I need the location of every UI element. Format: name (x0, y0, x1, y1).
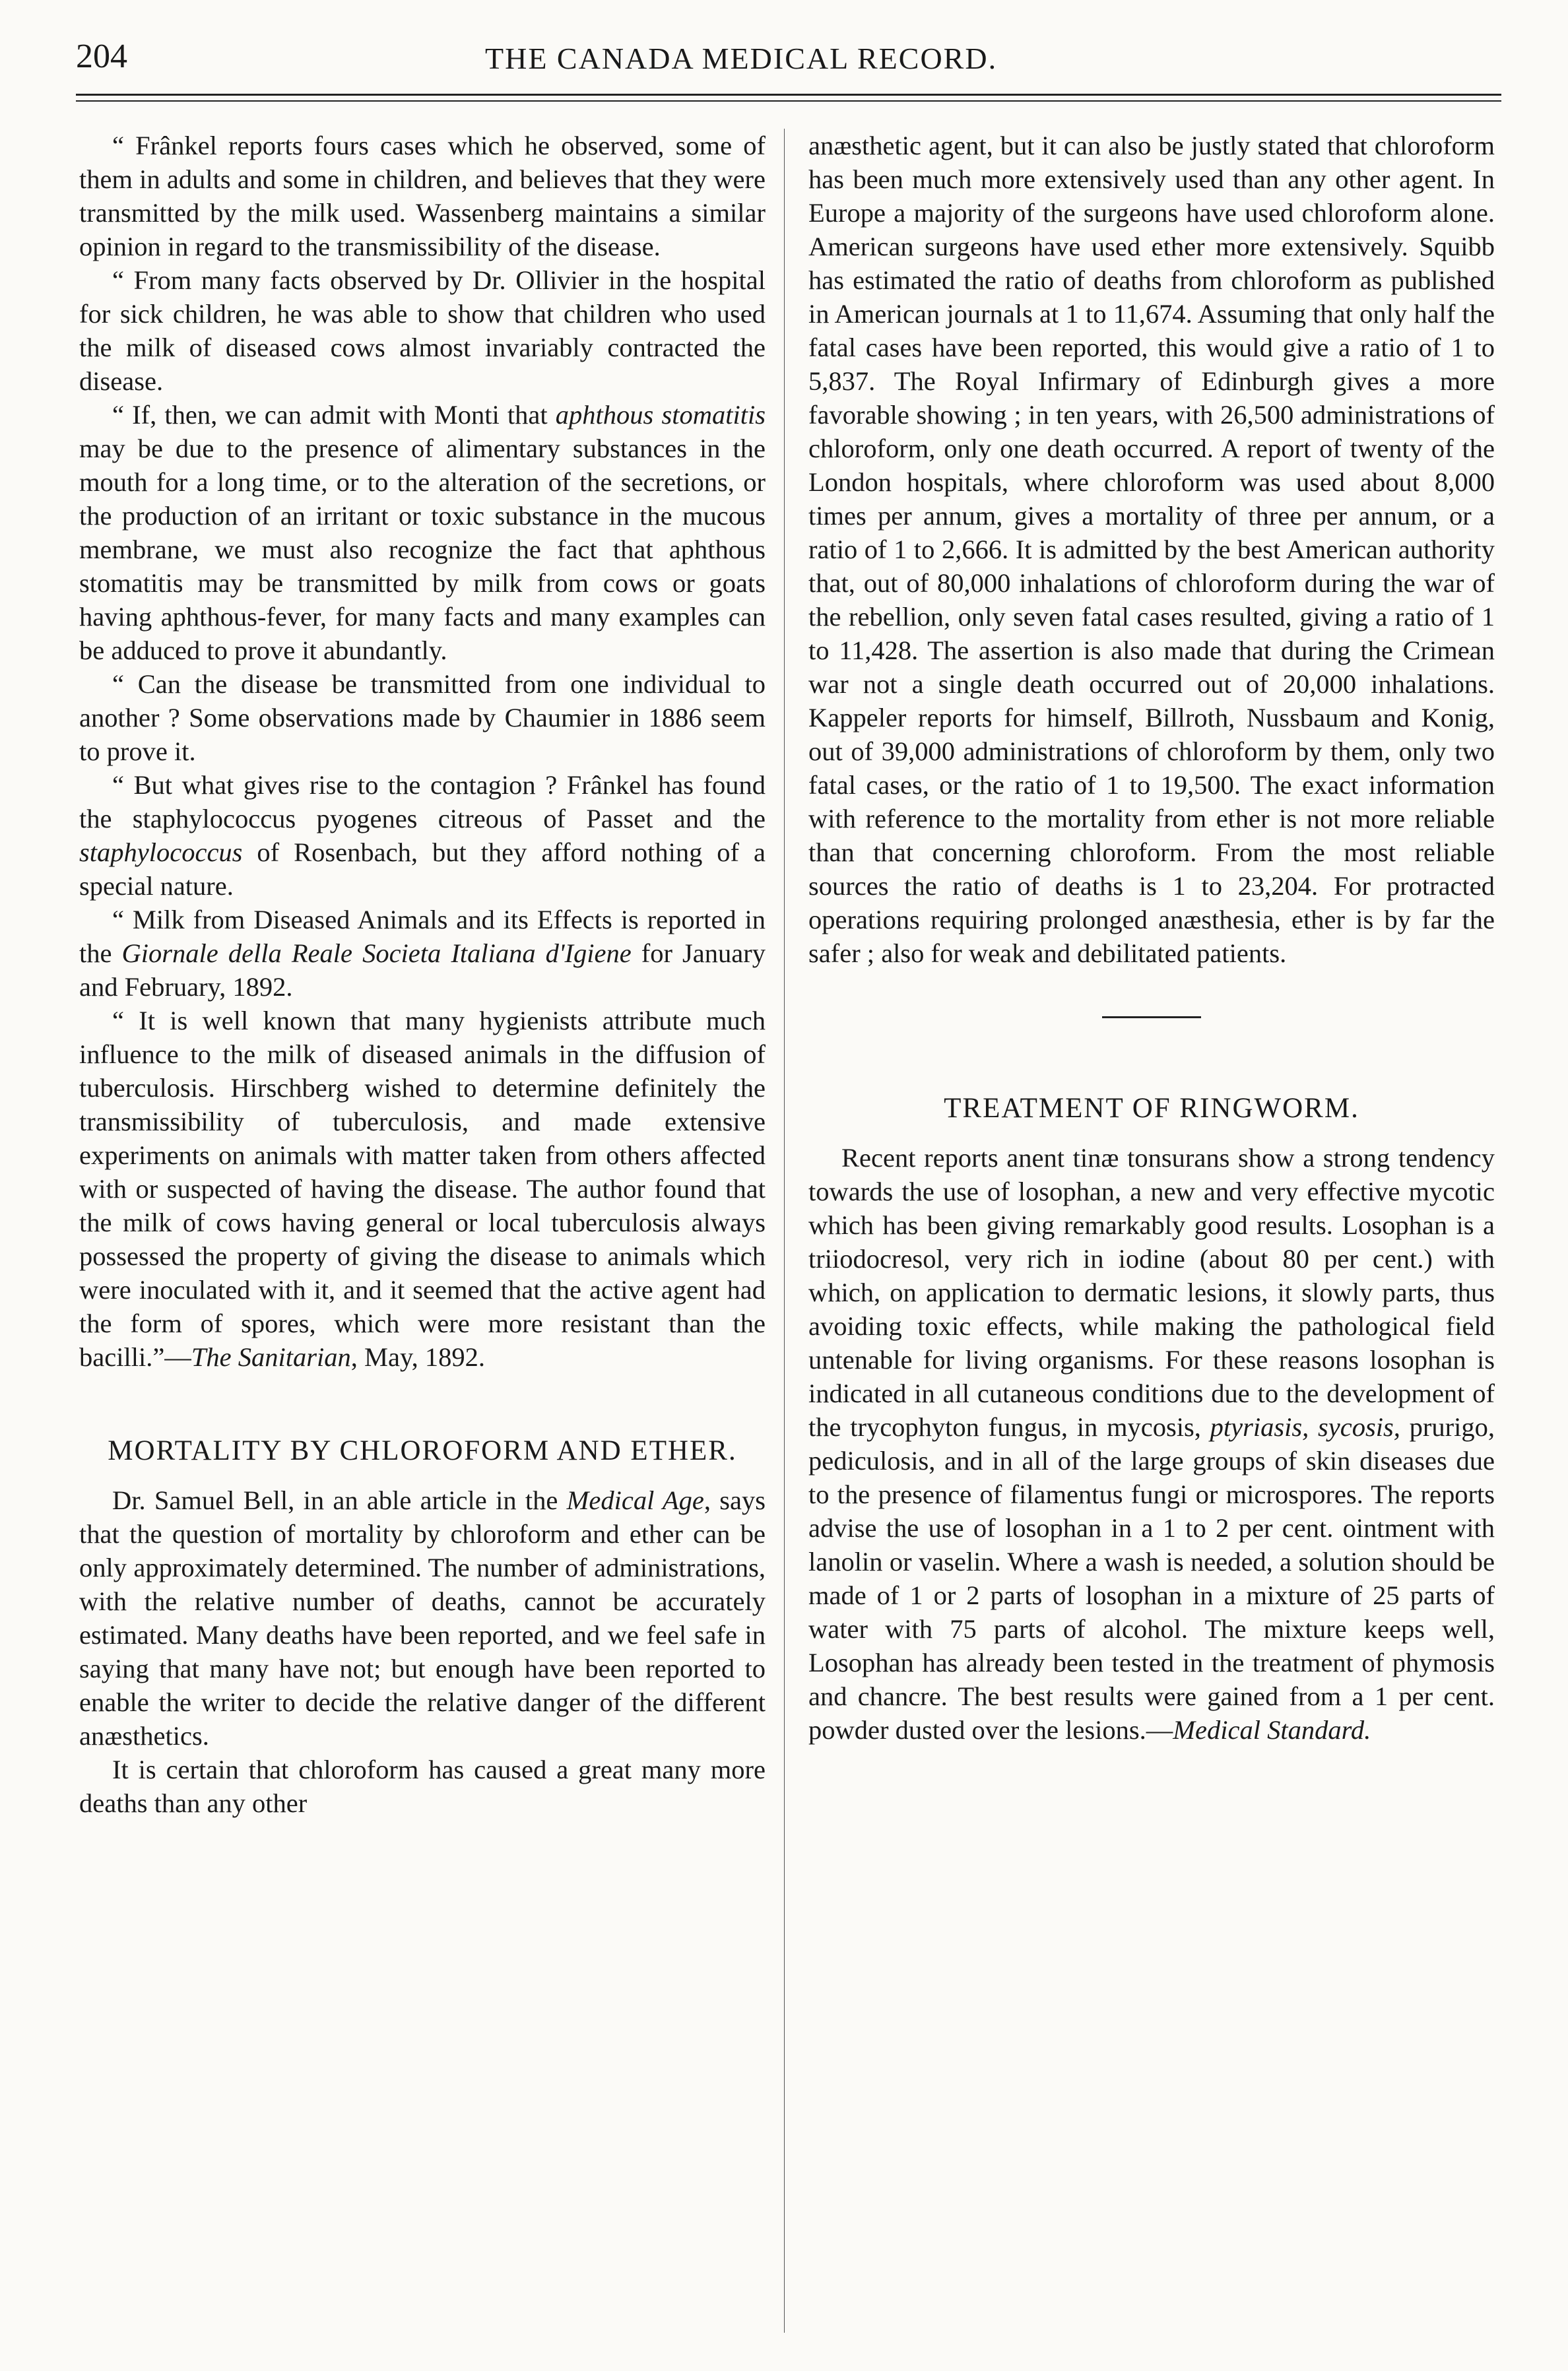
italic-run: Medical Age (566, 1485, 704, 1515)
paragraph-chaumier: “ Can the disease be transmitted from one individual to another ? Some observations made by Chaumier in 1886 seem to prove it. (79, 669, 766, 766)
section-spacer (808, 1126, 1495, 1141)
header-rule-top (76, 94, 1501, 96)
section-spacer (79, 1469, 766, 1483)
text-run: Recent reports anent tinæ tonsurans show a strong tendency towards the use of losophan, a new and very effective mycotic which has been giving remarkably good results. Losophan is a triiodocresol, very rich in iodine (about 80 per cent.) with which, on application to dermatic lesions, it slowly parts, thus avoiding toxic effects, while making the pathological field untenable for living organisms. For these reasons losophan is indicated in all cutaneous conditions due to the development of the trycophyton fungus, in mycosis, (808, 1143, 1495, 1442)
section-heading-mortality: MORTALITY BY CHLOROFORM AND ETHER. (108, 1435, 737, 1466)
page-number: 204 (76, 38, 127, 75)
paragraph-giornale (79, 903, 766, 1004)
paragraph-chloroform-deaths: It is certain that chloroform has caused a great many more deaths than any other (79, 1755, 766, 1818)
right-column (808, 129, 1495, 1747)
paragraph-ollivier: “ From many facts observed by Dr. Ollivier in the hospital for sick children, he was able to show that children who used the milk of diseased cows almost invariably contracted the disease. (79, 265, 766, 396)
italic-run: ptyriasis, sycosis, (1210, 1412, 1400, 1442)
italic-run: Giornale della Reale Societa Italiana d'Igiene (121, 938, 632, 968)
paragraph-contagion (79, 768, 766, 903)
column-divider (784, 129, 785, 2333)
paragraph-bell (79, 1483, 766, 1753)
paragraph-monti (79, 398, 766, 667)
text-run: “ It is well known that many hygienists attribute much influence to the milk of diseased animals in the diffusion of tuberculosis. Hirschberg wished to determine definitely the transmissibility of tuberculosis, and made extensive experiments on animals with matter taken from others affected with or suspected of having the disease. The author found that the milk of cows having general or local tuberculosis always possessed the property of giving the disease to animals which were inoculated with it, and it seemed that the active agent had the form of spores, which were more resistant than the bacilli.”— (79, 1006, 766, 1372)
running-head (76, 28, 1501, 87)
text-run: , says that the question of mortality by chloroform and ether can be only approximately determined. The number of administrations, with the relative number of deaths, cannot be accurately estimated. Many deaths have been reported, and we feel safe in saying that many have not; but enough have been reported to enable the writer to decide the relative danger of the different anæsthetics. (79, 1485, 766, 1751)
text-run: “ But what gives rise to the contagion ? Frânkel has found the staphylococcus pyogenes citreous of Passet and the (79, 770, 766, 833)
italic-run: The Sanitarian (191, 1342, 351, 1372)
italic-run: staphylococcus (79, 837, 243, 867)
paragraph-hygienists (79, 1004, 766, 1374)
section-heading-ringworm: TREATMENT OF RINGWORM. (944, 1093, 1359, 1124)
text-run: “ Milk from Diseased Animals and its Effects is reported in the (79, 905, 766, 968)
text-run: for January and February, 1892. (79, 938, 766, 1002)
journal-title: THE CANADA MEDICAL RECORD. (485, 42, 998, 75)
left-column (79, 129, 766, 1820)
italic-run: Medical Standard. (1173, 1715, 1371, 1745)
text-run: prurigo, pediculosis, and in all of the large groups of skin diseases due to the presence of filamentus fungi or microspores. The reports advise the use of losophan in a 1 to 2 per cent. ointment with lanolin or vaselin. Where a wash is needed, a solution should be made of 1 or 2 parts of losophan in a mixture of 25 parts of water with 75 parts of alcohol. The mixture keeps well, Losophan has already been tested in the treatment of phymosis and chancre. The best results were gained from a 1 per cent. powder dusted over the lesions.— (808, 1412, 1495, 1745)
section-spacer (808, 970, 1495, 1016)
text-run: may be due to the presence of alimentary substances in the mouth for a long time, or to the alteration of the secretions, or the production of an irritant or toxic substance in the mucous membrane, we must also recognize the fact that aphthous stomatitis may be transmitted by milk from cows or goats having aphthous-fever, for many facts and many examples can be adduced to prove it abundantly. (79, 434, 766, 665)
section-spacer (808, 1018, 1495, 1091)
italic-run: aphthous stomatitis (555, 400, 766, 430)
text-run: , May, 1892. (350, 1342, 485, 1372)
paragraph-frankel: “ Frânkel reports fours cases which he observed, some of them in adults and some in children, and believes that they were transmitted by the milk used. Wassenberg maintains a similar opinion in regard to the transmissibility of the disease. (79, 131, 766, 261)
text-run: Dr. Samuel Bell, in an able article in the (112, 1485, 567, 1515)
section-spacer (79, 1374, 766, 1433)
paragraph-anaesthetic-statistics: anæsthetic agent, but it can also be justly stated that chloroform has been much more extensively used than any other agent. In Europe a majority of the surgeons have used chloroform alone. American surgeons have used ether more extensively. Squibb has estimated the ratio of deaths from chloroform as published in American journals at 1 to 11,674. Assuming that only half the fatal cases have been reported, this would give a ratio of 1 to 5,837. The Royal Infirmary of Edinburgh gives a more favorable showing ; in ten years, with 26,500 administrations of chloroform, only one death occurred. A report of twenty of the London hospitals, where chloroform was used about 8,000 times per annum, gives a mortality of three per annum, or a ratio of 1 to 2,666. It is admitted by the best American authority that, out of 80,000 inhalations of chloroform during the war of the rebellion, only seven fatal cases resulted, giving a ratio of 1 to 11,428. The assertion is also made that during the Crimean war not a single death occurred out of 20,000 inhalations. Kappeler reports for himself, Billroth, Nussbaum and Konig, out of 39,000 administrations of chloroform by them, only two fatal cases, or the ratio of 1 to 19,500. The exact information with reference to the mortality from ether is not more reliable than that concerning chloroform. From the most reliable sources the ratio of deaths is 1 to 23,204. For protracted operations requiring prolonged anæsthesia, ether is by far the safer ; also for weak and debilitated patients. (808, 131, 1495, 968)
paragraph-losophan (808, 1141, 1495, 1747)
header-rule-bottom (76, 100, 1501, 102)
text-run: of Rosenbach, but they afford nothing of a special nature. (79, 837, 766, 901)
text-run: “ If, then, we can admit with Monti that (112, 400, 556, 430)
